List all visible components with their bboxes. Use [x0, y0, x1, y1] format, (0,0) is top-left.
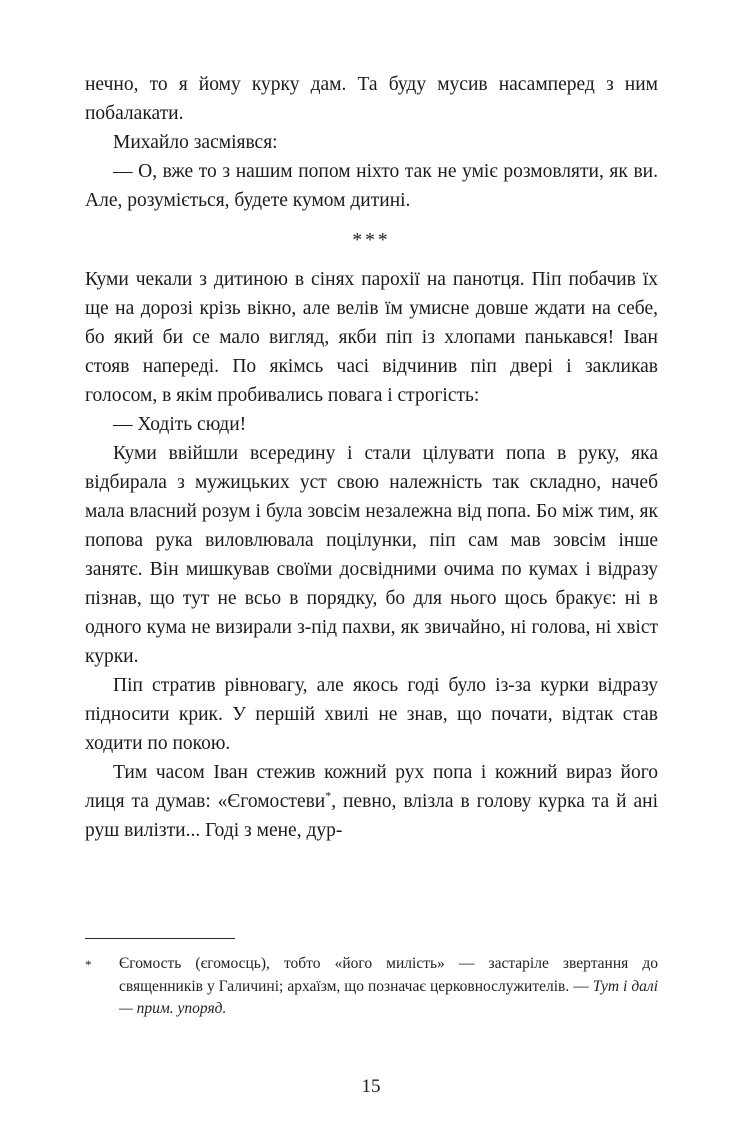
footnote-text: [119, 953, 658, 1021]
footnote-text-normal: Єгомость (єгомосць), тобто «його милість» — застаріле звертання до священників у Галичині; архаїзм, що позначає церковнослужителів. —: [119, 955, 658, 995]
footnote-text-italic: Тут і далі — прим. упоряд.: [119, 977, 658, 1017]
footnote-star: *: [85, 957, 92, 972]
section-separator: ***: [352, 230, 391, 251]
footnote: [85, 938, 658, 1021]
paragraph: Куми чекали з дитиною в сінях парохії на панотця. Піп побачив їх ще на дорозі крізь вікно, але велів їм умисне довше ждати на себе, бо який би се мало вигляд, якби піп із хлопами панькався! Іван стояв напереді. По якімсь часі відчинив піп двері і закликав голосом, в якім пробивались повага і строгість:: [85, 269, 658, 406]
paragraph: Куми ввійшли всередину і стали цілувати попа в руку, яка відбирала з мужицьких уст свою належність так складно, начеб мала власний розум і була зовсім незалежна від попа. Бо між тим, як попова рука виловлювала поцілунки, піп сам мав зовсім інше занятє. Він мишкував своїми досвідними очима по кумах і відразу пізнав, що тут не всьо в порядку, бо для нього щось бракує: ні в одного кума не визирали з-під пахви, як звичайно, ні голова, ні хвіст курки.: [85, 443, 658, 667]
paragraph-dialogue: — О, вже то з нашим попом ніхто так не уміє розмовляти, як ви. Але, розуміється, будете кумом дитині.: [85, 161, 658, 211]
paragraph: Михайло засміявся:: [113, 132, 278, 153]
paragraph-text: , певно, влізла в голову курка та й ані руш вилізти... Годі з мене, дур-: [85, 791, 659, 841]
paragraph-with-footnote: [85, 758, 658, 845]
page-number: 15: [361, 1076, 381, 1097]
paragraph: Піп стратив рівновагу, але якось годі було із-за курки відразу підносити крик. У першій хвилі не знав, що почати, відтак став ходити по покою.: [85, 675, 658, 754]
paragraph-dialogue: — Ходіть сюди!: [113, 414, 247, 435]
footnote-marker: *: [325, 788, 332, 803]
text-block: [85, 70, 658, 845]
paragraph-text: Тим часом Іван стежив кожний рух попа і кожний вираз його лиця та думав: «Єгомостеви: [85, 762, 658, 812]
footnote-body: [85, 953, 658, 1021]
footnote-rule: [85, 938, 235, 939]
paragraph-continuation: нечно, то я йому курку дам. Та буду мусив насамперед з ним побалакати.: [85, 74, 658, 124]
